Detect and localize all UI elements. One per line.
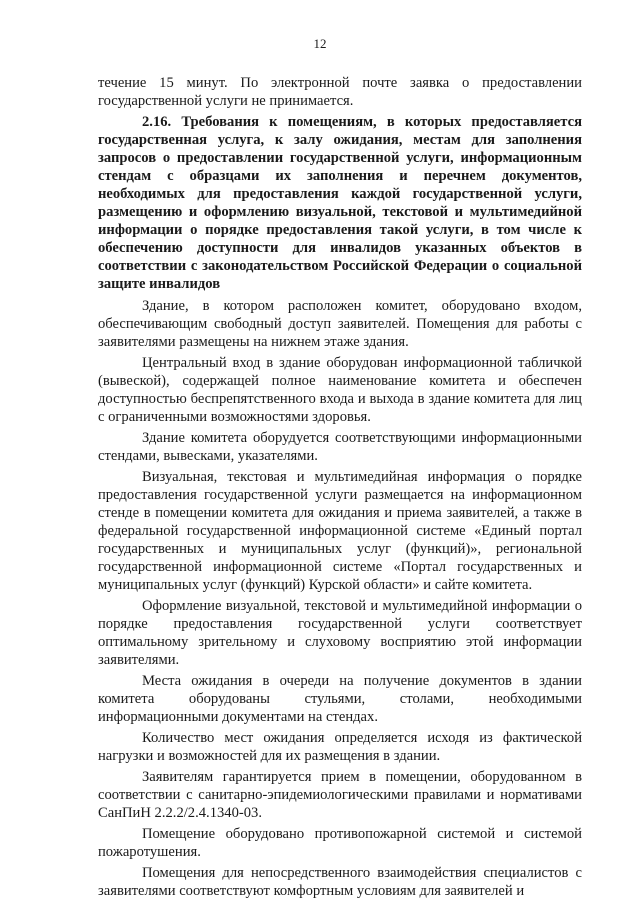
paragraph: Количество мест ожидания определяется исходя из фактической нагрузки и возможностей для их размещения в здании. [98, 730, 582, 764]
page-number: 12 [313, 36, 327, 51]
paragraph: Центральный вход в здание оборудован информационной табличкой (вывеской), содержащей полное наименование комитета и обеспечен доступностью беспрепятственного входа и выхода в здание комитета для лиц с ограниченными возможностями здоровья. [98, 355, 582, 425]
paragraph: Заявителям гарантируется прием в помещении, оборудованном в соответствии с санитарно-эпидемиологическими правилами и нормативами СанПиН 2.2.2/2.4.1340-03. [98, 769, 582, 821]
paragraph: Места ожидания в очереди на получение документов в здании комитета оборудованы стульями, столами, необходимыми информационными документами на стендах. [98, 673, 582, 725]
paragraph-continuation: течение 15 минут. По электронной почте заявка о предоставлении государственной услуги не принимается. [98, 75, 582, 109]
document-body [98, 74, 582, 903]
paragraph: Здание, в котором расположен комитет, оборудовано входом, обеспечивающим свободный доступ заявителей. Помещения для работы с заявителями размещены на нижнем этаже здания. [98, 298, 582, 350]
section-heading-2-16: 2.16. Требования к помещениям, в которых предоставляется государственная услуга, к залу ожидания, местам для заполнения запросов о предоставлении государственной услуги, информационным стендам с образцами их заполнения и перечнем документов, необходимых для предоставления каждой государственной услуги, размещению и оформлению визуальной, текстовой и мультимедийной информации о порядке предоставления такой услуги, в том числе к обеспечению доступности для инвалидов указанных объектов в соответствии с законодательством Российской Федерации о социальной защите инвалидов [98, 114, 582, 292]
paragraph: Здание комитета оборудуется соответствующими информационными стендами, вывесками, указателями. [98, 430, 582, 464]
paragraph: Помещения для непосредственного взаимодействия специалистов с заявителями соответствуют комфортным условиям для заявителей и [98, 865, 582, 899]
paragraph: Оформление визуальной, текстовой и мультимедийной информации о порядке предоставления государственной услуги соответствует оптимальному зрительному и слуховому восприятию этой информации заявителями. [98, 598, 582, 668]
paragraph: Визуальная, текстовая и мультимедийная информация о порядке предоставления государственной услуги размещается на информационном стенде в помещении комитета для ожидания и приема заявителей, а также в федеральной государственной информационной системе «Единый портал государственных и муниципальных услуг (функций)», региональной государственной информационной системе «Портал государственных и муниципальных услуг (функций) Курской области» и сайте комитета. [98, 469, 582, 593]
paragraph: Помещение оборудовано противопожарной системой и системой пожаротушения. [98, 826, 582, 860]
